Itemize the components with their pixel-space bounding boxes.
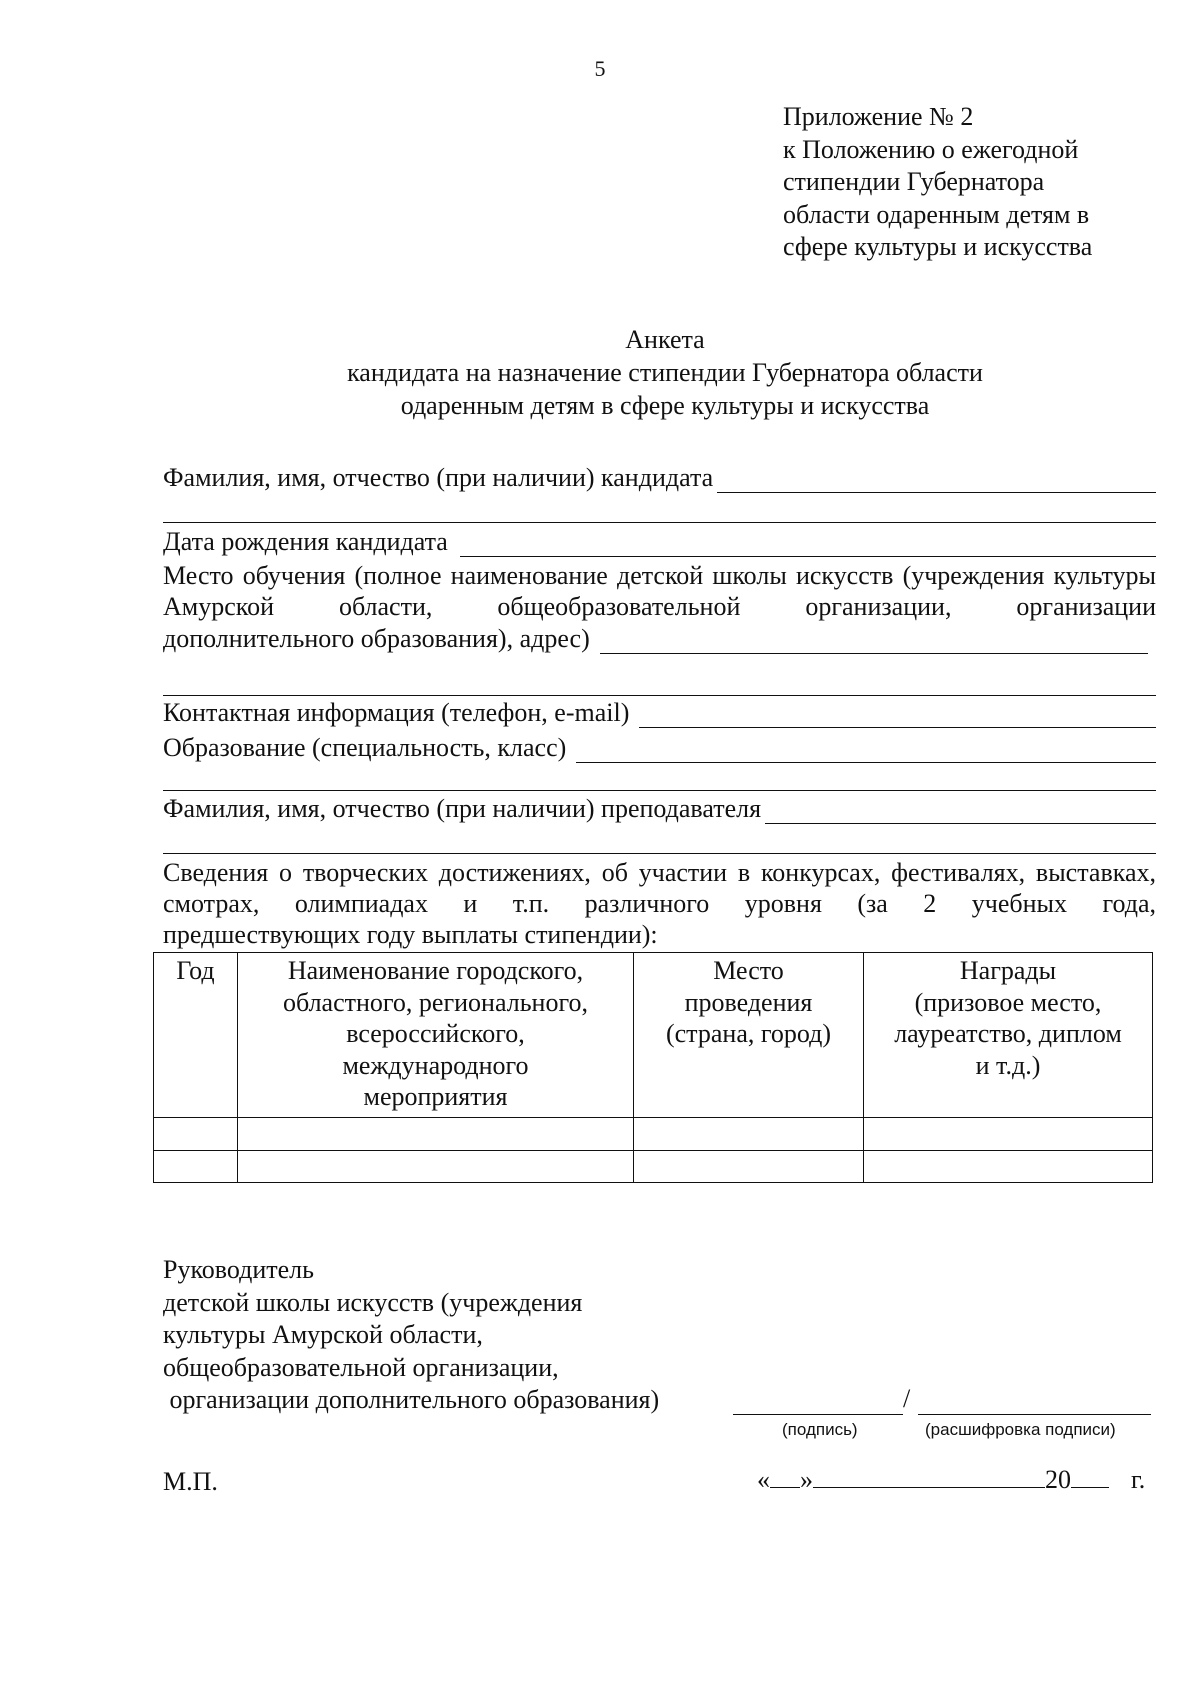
- study-place-continuation-line[interactable]: [163, 694, 1156, 696]
- title-line: одаренным детям в сфере культуры и искусства: [400, 391, 930, 420]
- study-place-field: [163, 624, 1148, 654]
- appendix-line: стипендии Губернатора: [783, 167, 1045, 196]
- day-input-line[interactable]: [770, 1465, 800, 1488]
- table-header-row: [154, 953, 1153, 1118]
- table-row: [154, 1118, 1153, 1151]
- teacher-name-input-line[interactable]: [765, 799, 1156, 824]
- education-input-line[interactable]: [576, 738, 1156, 763]
- education-field: [163, 733, 1156, 763]
- study-place-label: дополнительного образования), адрес): [163, 624, 590, 653]
- candidate-name-field: [163, 463, 1156, 493]
- signature-decoding-caption: (расшифровка подписи): [925, 1420, 1116, 1439]
- year-input-line[interactable]: [1071, 1465, 1109, 1488]
- column-header-event-name: Наименование городского, областного, регионального, всероссийского, международного мероприятия: [238, 953, 634, 1118]
- appendix-line: к Положению о ежегодной: [783, 134, 1079, 164]
- achievements-intro-last: предшествующих году выплаты стипендии):: [163, 920, 658, 949]
- date-field: [757, 1465, 1145, 1495]
- birth-date-field: [163, 527, 1156, 557]
- teacher-name-label: Фамилия, имя, отчество (при наличии) преподавателя: [163, 794, 762, 823]
- table-cell[interactable]: [238, 1151, 634, 1183]
- table-cell[interactable]: [634, 1151, 864, 1183]
- signature-line: Руководитель: [163, 1255, 314, 1284]
- study-place-text: Место обучения (полное наименование детской школы искусств (учреждения культуры Амурской области, общеобразовательной организации, организации: [163, 561, 1156, 621]
- education-label: Образование (специальность, класс): [163, 733, 567, 762]
- study-place-input-line[interactable]: [600, 629, 1148, 654]
- stamp-label: М.П.: [163, 1467, 218, 1496]
- signature-line: детской школы искусств (учреждения: [163, 1287, 583, 1317]
- signature-block: [163, 1254, 659, 1417]
- table-cell[interactable]: [238, 1118, 634, 1151]
- signature-input-line[interactable]: [733, 1413, 903, 1415]
- birth-date-label: Дата рождения кандидата: [163, 527, 448, 556]
- title-heading: Анкета: [625, 325, 705, 354]
- achievements-table: [153, 952, 1153, 1183]
- appendix-line: области одаренным детям в: [783, 199, 1090, 229]
- table-cell[interactable]: [864, 1118, 1153, 1151]
- appendix-header: [783, 101, 1092, 264]
- contact-field: [163, 698, 1156, 728]
- year-prefix: 20: [1045, 1465, 1071, 1494]
- candidate-name-input-line[interactable]: [717, 468, 1156, 493]
- table-cell[interactable]: [634, 1118, 864, 1151]
- contact-input-line[interactable]: [639, 703, 1156, 728]
- column-header-location: Место проведения (страна, город): [634, 953, 864, 1118]
- month-input-line[interactable]: [813, 1465, 1045, 1488]
- table-cell[interactable]: [154, 1151, 238, 1183]
- candidate-name-continuation-line[interactable]: [163, 521, 1156, 523]
- achievements-intro: Сведения о творческих достижениях, об участии в конкурсах, фестивалях, выставках, смотрах, олимпиадах и т.п. различного уровня (за 2 учебных года,: [163, 858, 1156, 918]
- candidate-name-label: Фамилия, имя, отчество (при наличии) кандидата: [163, 463, 714, 492]
- table-cell[interactable]: [864, 1151, 1153, 1183]
- signature-slash: /: [903, 1384, 911, 1413]
- title-line: кандидата на назначение стипендии Губернатора области: [347, 358, 983, 387]
- column-header-year: Год: [154, 953, 238, 1118]
- form-title: [0, 323, 1200, 422]
- appendix-line: Приложение № 2: [783, 102, 974, 131]
- page-number: 5: [594, 56, 606, 81]
- teacher-name-field: [163, 794, 1156, 824]
- contact-label: Контактная информация (телефон, e-mail): [163, 698, 630, 727]
- appendix-line: сфере культуры и искусства: [783, 232, 1093, 261]
- date-close-quote: »: [800, 1465, 813, 1494]
- signature-caption: (подпись): [782, 1420, 858, 1439]
- signature-line: общеобразовательной организации,: [163, 1352, 559, 1382]
- signature-line: культуры Амурской области,: [163, 1320, 483, 1349]
- table-cell[interactable]: [154, 1118, 238, 1151]
- table-row: [154, 1151, 1153, 1183]
- signature-line: организации дополнительного образования): [163, 1385, 660, 1414]
- year-suffix: г.: [1131, 1465, 1146, 1494]
- date-open-quote: «: [757, 1465, 770, 1494]
- teacher-name-continuation-line[interactable]: [163, 852, 1156, 854]
- birth-date-input-line[interactable]: [460, 532, 1156, 557]
- column-header-awards: Награды (призовое место, лауреатство, диплом и т.д.): [864, 953, 1153, 1118]
- education-continuation-line[interactable]: [163, 789, 1156, 791]
- signature-decoding-input-line[interactable]: [918, 1413, 1151, 1415]
